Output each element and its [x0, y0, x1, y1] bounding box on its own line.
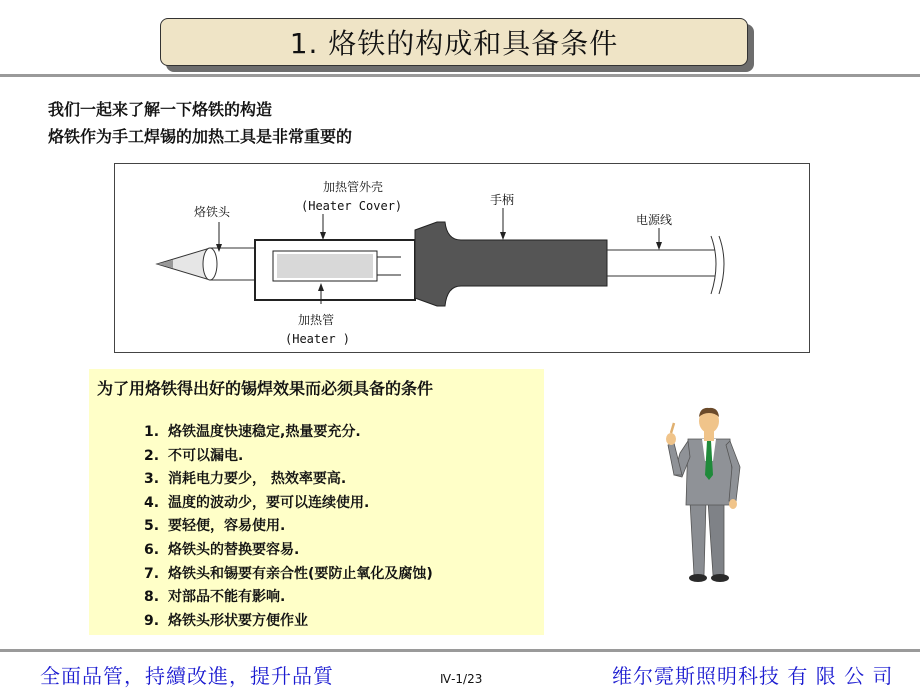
list-item	[144, 610, 433, 634]
page-number: Ⅳ-1/23	[440, 672, 483, 686]
item-number: 9.	[144, 612, 160, 629]
heater-core	[277, 254, 373, 278]
cord-label: 电源线	[636, 213, 673, 227]
footer-slogan: 全面品管，持續改進，提升品質	[40, 664, 334, 688]
item-text: 烙铁温度快速稳定,热量要充分.	[168, 424, 361, 440]
list-item	[144, 468, 433, 492]
item-text: 不可以漏电.	[168, 447, 244, 464]
handle-label: 手柄	[490, 193, 515, 207]
list-item	[144, 445, 433, 469]
item-number: 1.	[144, 424, 160, 440]
heater-label-en: (Heater )	[285, 332, 351, 346]
conditions-title: 为了用烙铁得出好的锡焊效果而必须具备的条件	[97, 379, 434, 398]
list-item	[144, 586, 433, 610]
item-text: 要轻便，容易使用.	[168, 518, 286, 535]
list-item	[144, 492, 433, 516]
cover-label-en: (Heater Cover)	[301, 199, 403, 213]
presenter-illustration	[660, 405, 750, 585]
iron-tip-base	[203, 248, 217, 280]
company-name: 维尔霓斯照明科技 有 限 公 司	[612, 664, 894, 688]
soldering-iron-drawing	[115, 164, 809, 352]
cover-arrow-head	[320, 232, 326, 240]
handle-arrow-head	[500, 232, 506, 240]
item-number: 2.	[144, 447, 160, 464]
list-item	[144, 563, 433, 587]
footer-rule	[0, 649, 920, 652]
item-text: 烙铁头和锡要有亲合性(要防止氧化及腐蚀)	[168, 565, 433, 582]
soldering-iron-diagram	[114, 163, 810, 353]
item-text: 温度的波动少，要可以连续使用.	[168, 494, 370, 511]
item-number: 8.	[144, 589, 160, 606]
handle-shape	[415, 222, 607, 306]
list-item	[144, 539, 433, 563]
conditions-list	[144, 421, 433, 633]
cord-arrow-head	[656, 242, 662, 250]
item-number: 6.	[144, 541, 160, 558]
item-number: 5.	[144, 518, 160, 535]
conditions-panel	[89, 369, 544, 635]
item-text: 对部品不能有影响.	[168, 589, 286, 606]
item-number: 7.	[144, 565, 160, 582]
heater-label: 加热管	[298, 313, 335, 327]
list-item	[144, 515, 433, 539]
tip-label: 烙铁头	[194, 205, 231, 219]
list-item	[144, 421, 433, 445]
intro-line-1: 我们一起来了解一下烙铁的构造	[48, 100, 273, 119]
item-text: 消耗电力要少， 热效率要高.	[168, 471, 347, 488]
item-number: 3.	[144, 471, 160, 488]
intro-line-2: 烙铁作为手工焊锡的加热工具是非常重要的	[48, 127, 353, 146]
item-number: 4.	[144, 494, 160, 511]
page-title: 1. 烙铁的构成和具备条件	[160, 18, 748, 66]
cord-break-2	[719, 236, 724, 294]
item-text: 烙铁头形状要方便作业	[168, 612, 308, 629]
cord-break-1	[711, 236, 716, 294]
header-rule	[0, 74, 920, 77]
item-text: 烙铁头的替换要容易.	[168, 541, 300, 558]
cover-label: 加热管外壳	[323, 180, 384, 194]
